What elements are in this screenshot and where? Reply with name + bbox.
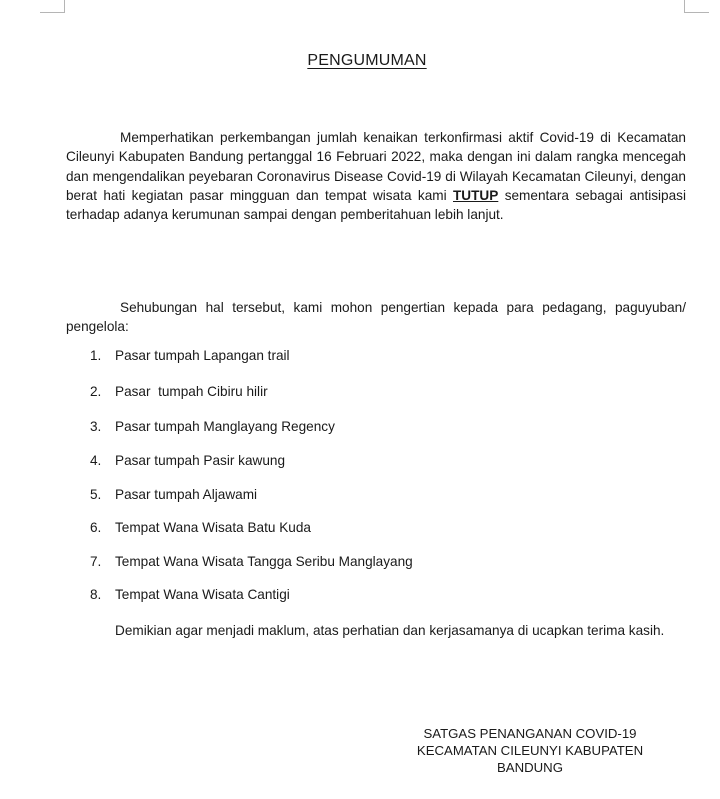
list-item: [90, 585, 650, 604]
paragraph-intro: [66, 128, 686, 224]
paragraph-request-text: Sehubungan hal tersebut, kami mohon pengertian kepada para pedagang, paguyuban/ pengelola:: [66, 300, 686, 335]
list-item-text: Tempat Wana Wisata Cantigi: [115, 587, 290, 602]
paragraph-intro-before: Memperhatikan perkembangan jumlah kenaikan terkonfirmasi aktif Covid-19 di Kecamatan Cileunyi Kabupaten Bandung pertanggal 16 Februari 2022, maka dengan ini dalam rangka mencegah dan mengendalikan peyebaran Coronavirus Disease Covid-19 di Wilayah Kecamatan Cileunyi, dengan berat hati kegiatan pasar mingguan dan tempat wisata kami: [66, 130, 686, 203]
list-item: [90, 451, 650, 470]
list-item-number: 7.: [90, 554, 102, 569]
list-item-text: Pasar tumpah Pasir kawung: [115, 453, 286, 468]
list-item-number: 5.: [90, 487, 102, 502]
list-item-number: 1.: [90, 348, 102, 363]
list-item-number: 2.: [90, 384, 102, 399]
list-item-text: Pasar tumpah Aljawami: [115, 487, 258, 502]
crop-mark-top-right: [684, 0, 709, 13]
list-item: [90, 382, 650, 401]
closing-paragraph: Demikian agar menjadi maklum, atas perhatian dan kerjasamanya di ucapkan terima kasih.: [115, 623, 665, 638]
signature-line-3: BANDUNG: [497, 759, 563, 775]
list-item-text: Tempat Wana Wisata Tangga Seribu Manglayang: [115, 554, 413, 569]
document-title: [0, 52, 720, 70]
list-item-text: Pasar tumpah Lapangan trail: [115, 348, 290, 363]
list-item: [90, 518, 650, 537]
list-item-number: 8.: [90, 587, 102, 602]
tutup-emphasis: TUTUP: [453, 187, 499, 203]
list-item-number: 4.: [90, 453, 102, 468]
list-item-number: 3.: [90, 419, 102, 434]
list-item-number: 6.: [90, 520, 102, 535]
signature-line-1: SATGAS PENANGANAN COVID-19: [423, 726, 637, 741]
list-item: [90, 417, 650, 436]
list-item-text: Pasar tumpah Cibiru hilir: [115, 384, 268, 399]
signature-block: [396, 726, 664, 776]
crop-mark-top-left: [40, 0, 65, 13]
list-item: [90, 485, 650, 504]
paragraph-intro-after: sementara sebagai antisipasi terhadap adanya kerumunan sampai dengan pemberitahuan lebih lanjut.: [66, 187, 686, 223]
signature-line-2: KECAMATAN CILEUNYI KABUPATEN: [416, 742, 644, 758]
paragraph-request: [66, 298, 686, 337]
document-title-text: PENGUMUMAN: [307, 52, 427, 69]
list-item: [90, 346, 650, 365]
list-item-text: Pasar tumpah Manglayang Regency: [115, 419, 335, 434]
list-item: [90, 552, 650, 571]
list-item-text: Tempat Wana Wisata Batu Kuda: [115, 520, 311, 535]
